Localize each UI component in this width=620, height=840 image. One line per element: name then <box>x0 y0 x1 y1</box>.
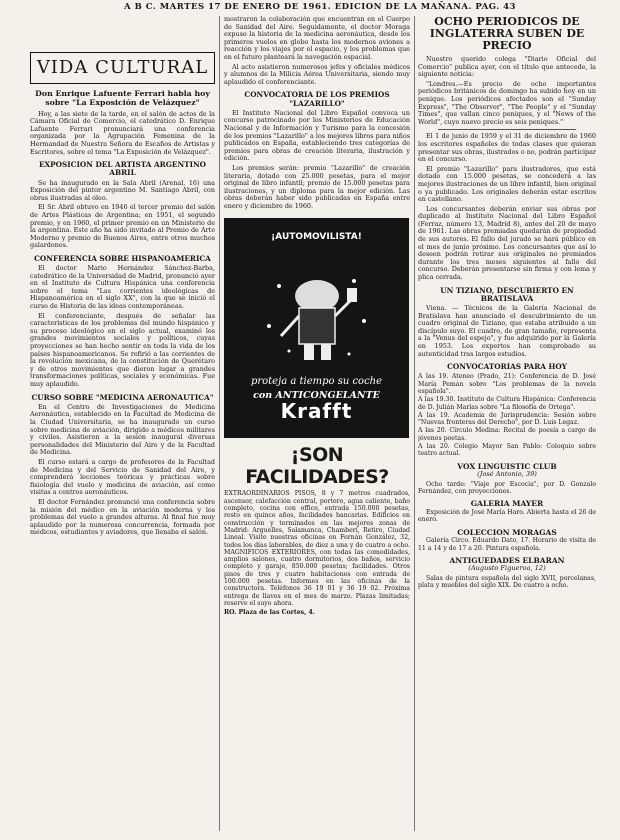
article-title: CONVOCATORIA DE LOS PREMIOS "LAZARILLO" <box>244 90 390 108</box>
article-title: CURSO SOBRE "MEDICINA AERONAUTICA" <box>31 392 214 402</box>
notice-subtitle: (Augusto Figueroa, 12) <box>468 564 546 573</box>
article-title: UN TIZIANO, DESCUBIERTO EN BRATISLAVA <box>440 285 574 303</box>
article-title: Don Enrique Lafuente Ferrari habla hoy sobre "La Exposición de Velázquez" <box>35 89 210 107</box>
article-body: Viena. — Técnicos de la Galería Nacional de Bratislava han anunciado el descubrimiento de un cuadro original de Tiziano, que estaba atribuido a un discípulo suyo. El cuadro, de gran tamaño, representa a la "Venus del espejo", y fue adquirido por la Galería en 1953. Los expertos han comprobado su autenticidad tras largos estudios. <box>418 304 596 358</box>
convocatorias-list <box>418 373 596 457</box>
column-2 <box>224 16 410 831</box>
article-title: OCHO PERIODICOS DE INGLATERRA SUBEN DE PRECIO <box>429 16 585 52</box>
notice-title: COLECCION MORAGAS <box>457 527 557 537</box>
article-body: "Londres.—Es precio de ocho importantes periódicos británicos de domingo ha subido hoy en un penique. Los periódicos afectados son el "Sunday Express", "The Observer", "The People" y el "Sunday Times", que vallan cinco peniques, y el "News of the World", cuyo nuevo precio es seis peniques." <box>418 79 596 126</box>
list-item: A las 20. Colegio Mayor San Pablo: Coloquio sobre teatro actual. <box>418 443 596 458</box>
notice-title: ANTIGUEDADES ELBARAN <box>449 555 565 565</box>
notice-title: VOX LINGUISTIC CLUB <box>457 461 557 471</box>
article-body: El doctor Mario Hernández Sánchez-Barba, catedrático de la Universidad de Madrid, pronunció ayer en el Instituto de Cultura Hispánica una conferencia sobre el tema "Las corrientes ideológicas de Hispanoamérica en el siglo XX", con la que se inició el curso de Historia de las ideas contemporáneas. <box>30 264 215 311</box>
list-item: A las 19. Ateneo (Prado, 21): Conferencia de D. José María Pemán sobre "Los problemas de la novela española". <box>418 373 596 395</box>
article-body: El premio "Lazarillo" para ilustradores, que está dotado con 15.000 pesetas, se concederá a las mejores ilustraciones de un libro infantil, bien original o ya publicado. Los originales deberán estar escritos en castellano. <box>418 164 596 204</box>
real-estate-headline: ¡SON FACILIDADES? <box>245 444 389 489</box>
real-estate-footer: RO. Plaza de las Cortes, 4. <box>224 609 315 617</box>
column-3 <box>418 16 596 831</box>
column-rule <box>219 16 220 831</box>
article-title: CONFERENCIA SOBRE HISPANOAMERICA <box>34 253 211 263</box>
column-1 <box>30 16 215 831</box>
article-body: En el Centro de Investigaciones de Medicina Aeronáutica, establecido en la Facultad de Medicina de la Ciudad Universitaria, se ha inaugurado un curso sobre medicina de aviación, dirigido a médicos militares y civiles. Asistieron a la sesión inaugural diversas personalidades del Ministerio del Aire y de la Facultad de Medicina. <box>30 402 215 457</box>
article-title: EXPOSICION DEL ARTISTA ARGENTINO ABRIL <box>38 160 207 178</box>
notice-body: Salas de pintura española del siglo XVII, porcelanas, plata y muebles del siglo XIX. De cuatro a ocho. <box>418 575 596 590</box>
article-body: Hoy, a las siete de la tarde, en el salón de actos de la Cámara Oficial de Comercio, el catedrático D. Enrique Lafuente Ferrari pronunciará una conferencia organizada por la Agrupación Femenina de la Hermandad de Nuestra Señora de Escaños de Artistas y Escritores, sobre el tema "La Exposición de Velázquez". <box>30 109 215 156</box>
ad-headline: ¡AUTOMOVILISTA! <box>271 232 362 243</box>
notice-body: Exposición de José María Haro. Abierta hasta el 26 de enero. <box>418 509 596 524</box>
article-body: El conferenciante, después de señalar las características de los problemas del mundo hispánico y su proceso ideológico en el siglo actual, examinó los grandes movimientos sociales y políticos, cuyas proyecciones se han hecho sentir en toda la vida de los países hispanoamericanos. Se refirió a las corrientes de la revolución mexicana, de la constitución de Querétaro y de otros movimientos que dieron lugar a grandes transformaciones políticas, sociales y económicas. Fue muy aplaudido. <box>30 311 215 389</box>
real-estate-body: EXTRAORDINARIOS PISOS, 8 y 7 metros cuadrados, ascensor, calefacción central, portero, agua caliente, baño completo, cocina con office, entrada 150.000 pesetas, resto en quince años, facilidades bancarias. Edificios en construcción y terminados en las mejores zonas de Madrid: Arguelles, Salamanca, Chamberí, Retiro, Ciudad Lineal. Visite nuestras oficinas en Fernán González, 32, todos los días laborables, de diez a una y de cuatro a ocho. MAGNIFICOS EXTERIORES, con todas las comodidades, amplios salones, cuatro dormitorios, dos baños, servicio completo y garaje, 850.000 pesetas; facilidades. Otros pisos de tres y cuatro habitaciones con entrada de 100.000 pesetas. Informes en las oficinas de la constructora. Teléfonos 36 19 01 y 36 19 02. Próxima entrega de llaves en el mes de marzo. Plazas limitadas; reserve el suyo ahora. <box>224 490 410 607</box>
column-rule <box>414 16 415 831</box>
article-body: El Instituto Nacional del Libro Español convoca un concurso patrocinado por los Ministerios de Educación Nacional y de Información y Turismo para la concesión de los premios "Lazarillo" a los mejores libros para niños publicados en España, estableciendo tres categorías de premios para obras de creación literaria, ilustración y edición. <box>224 108 410 163</box>
article-body: Al acto asistieron numerosos jefes y oficiales médicos y alumnos de la Milicia Aérea Universitaria, siendo muy aplaudido el conferenciante. <box>224 62 410 86</box>
page-header: A B C. MARTES 17 DE ENERO DE 1961. EDICION DE LA MAÑANA. PAG. 43 <box>124 2 516 12</box>
list-item: A las 19. Academia de Jurisprudencia: Sesión sobre "Nuevas fronteras del Derecho", por D. Luis Legaz. <box>418 411 596 427</box>
divider <box>438 129 576 130</box>
notice-title: GALERIA MAYER <box>470 499 544 509</box>
article-body: El Sr. Abril obtuvo en 1946 el tercer premio del salón de Artes Plásticas de Argentina; en 1951, el segundo premio, y en 1960, el primer premio en un Ministerio de la argentina. Este año ha sido invitado al Premio de Arte Moderno y premio de Buenos Aires, entre otros muchos galardones. <box>30 203 215 250</box>
article-body: Nuestro querido colega "Diario Oficial del Comercio" publica ayer, con el título que antecede, la siguiente noticia: <box>418 55 596 79</box>
article-title: CONVOCATORIAS PARA HOY <box>447 362 567 372</box>
ad-subline: con ANTICONGELANTE <box>253 390 380 402</box>
notice-body: Ocho tarde: "Viaje por Escocia", por D. Gonzalo Fernández, con proyecciones. <box>418 480 596 496</box>
ad-brand: Krafft <box>280 399 353 424</box>
article-body: mostraron la colaboración que encuentran en el Cuerpo de Sanidad del Aire. Seguidamente, el doctor Moraga expuso la historia de la medicina aeronáutica, desde los primeros vuelos en globo hasta los modernos aviones a reacción y los viajes por el espacio, y los problemas que en el futuro planteará la navegación espacial. <box>224 16 410 61</box>
article-body: Los concursantes deberán enviar sus obras por duplicado al Instituto Nacional del Libro Español (Ferraz, número 13, Madrid 8), antes del 20 de mayo de 1961. Las obras premiadas quedarán de propiedad de sus autores. El fallo del jurado se hará público en el mes de junio próximo. Los concursantes que así lo deseen podrán retirar sus originales no premiados durante los tres meses siguientes al fallo del concurso. Deberán presentarse sin firma y con lema y plica cerrada. <box>418 204 596 282</box>
article-body: El doctor Fernández pronunció una conferencia sobre la misión del médico en la aviación moderna y los problemas del vuelo a grandes alturas. Al final fue muy aplaudido por la numerosa concurrencia, formada por médicos, estudiantes y aviadores, que llenaba el salón. <box>30 497 215 537</box>
article-body: Los premios serán: premio "Lazarillo" de creación literaria, dotado con 25.000 pesetas, para el mejor original de libro infantil; premio de 15.000 pesetas para ilustraciones, y un diploma para la mejor edición. Las obras deberán haber sido publicadas en España entre enero y diciembre de 1960. <box>224 163 410 210</box>
section-title: VIDA CULTURAL <box>30 52 215 84</box>
article-body: Se ha inaugurado en la Sala Abril (Arenal, 16) una Exposición del pintor argentino M. Santiago Abril, con obras ilustradas al óleo. <box>30 178 215 202</box>
antifreeze-advertisement <box>224 218 409 438</box>
notice-body: Galería Circo. Eduardo Dato, 17. Horario de visita de 11 a 14 y de 17 a 20. Pintura española. <box>418 537 596 552</box>
article-body: El curso estará a cargo de profesores de la Facultad de Medicina y del Servicio de Sanidad del Aire, y comprenderá lecciones teóricas y prácticas sobre fisiología del vuelo y medicina de aviación, así como visitas a centros aeronáuticos. <box>30 457 215 497</box>
ad-slogan: proteja a tiempo su coche <box>250 376 383 388</box>
notice-subtitle: (José Antonio, 39) <box>477 470 537 479</box>
list-item: A las 20. Círculo Medina: Recital de poesía a cargo de jóvenes poetas. <box>418 427 596 442</box>
winter-figure-icon <box>259 266 374 366</box>
list-item: A las 19.30. Instituto de Cultura Hispánica: Conferencia de D. Julián Marías sobre "La filosofía de Ortega". <box>418 396 596 411</box>
article-body: El 1 de junio de 1959 y el 31 de diciembre de 1960 los escritores españoles de todas clases que quieran presentar sus obras, ilustrados o no, podrán participar en el concurso. <box>418 132 596 164</box>
